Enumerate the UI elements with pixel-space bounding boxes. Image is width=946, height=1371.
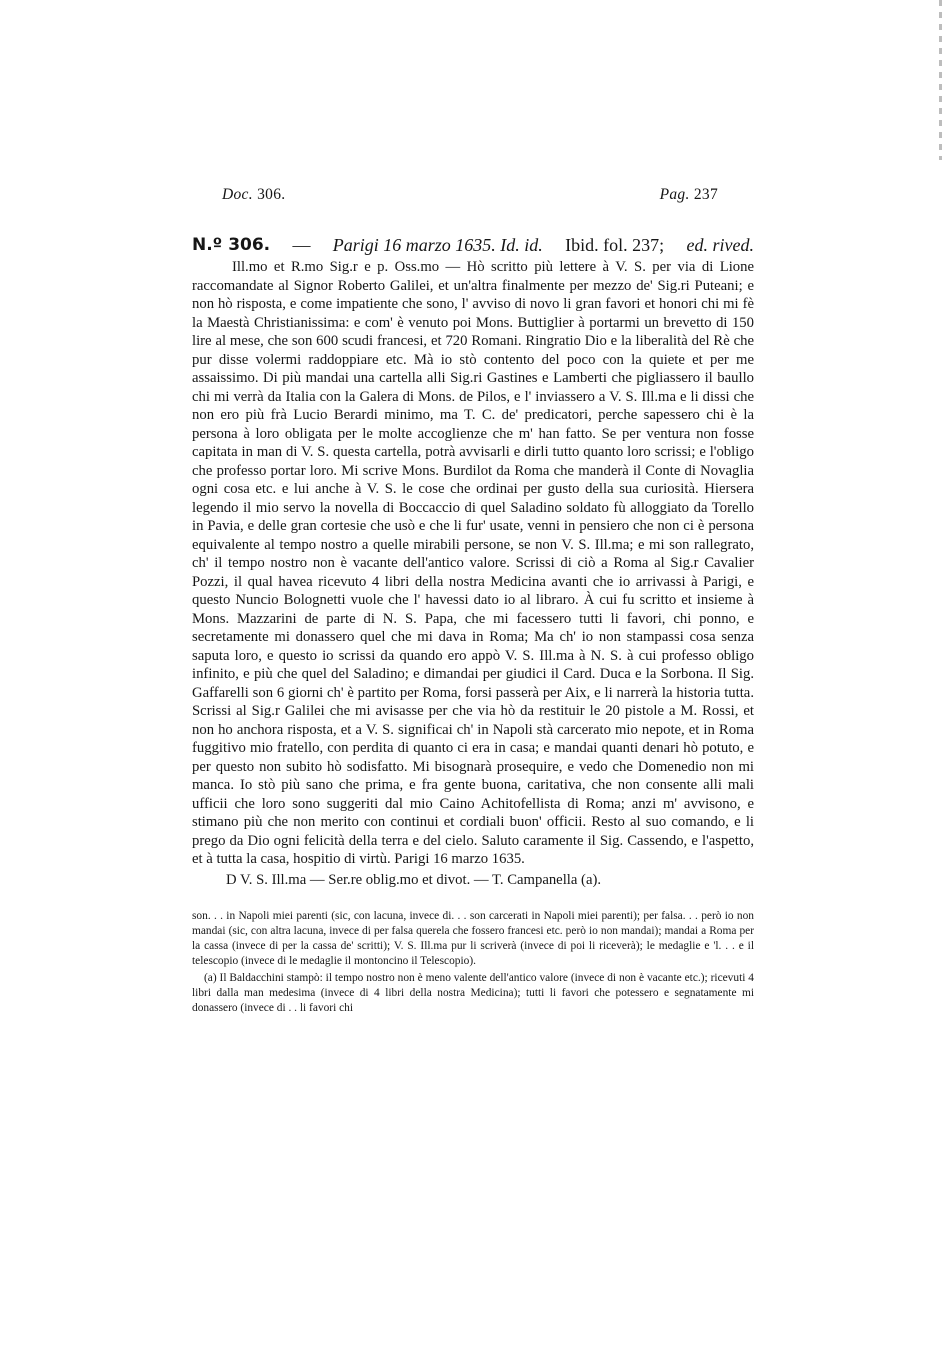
running-head-right xyxy=(660,186,718,204)
page-number: 237 xyxy=(693,186,718,203)
document-number: N.º 306. xyxy=(192,235,271,255)
footnote-a: (a) Il Baldacchini stampò: il tempo nostro non è meno valente dell'antico valore (invece di non è vacante etc.); ricevuti 4 libri dalla man medesima (invece di 4 libri della nostra Medicina); tutti li favori che potessero e segnatamente mi donassero (invece di . . li favori chi xyxy=(192,972,754,1014)
source-reference: Ibid. fol. 237; xyxy=(565,235,665,255)
place-date: Parigi 16 marzo 1635. Id. id. xyxy=(332,235,543,255)
edition-note: ed. rived. xyxy=(686,235,754,255)
signature-line: D V. S. Ill.ma — Ser.re oblig.mo et divot. — T. Campanella (a). xyxy=(226,871,602,888)
footnotes xyxy=(192,909,754,1016)
footnote-variants: son. . . in Napoli miei parenti (sic, con lacuna, invece di. . . son carcerati in Napoli miei parenti); per falsa. . . però io non mandai (sic, con altra lacuna, invece di per falsa querela che fossero francesi etc. però io non mandai); mandai a Roma per la cassa (invece di per la cassa de' scritti); V. S. Ill.ma pur li scriverà (invece di poi li riceverà); le medaglie e 'l. . . e il telescopio (invece di le medaglie il montoncino il Telescopio). xyxy=(192,910,754,967)
letter-body xyxy=(192,258,754,869)
document-heading xyxy=(192,234,754,256)
letter-text: Ill.mo et R.mo Sig.r e p. Oss.mo — Hò scritto più lettere à V. S. per via di Lione raccomandate al Signor Roberto Galilei, et un'altra finalmente per mezzo de' Sig.ri Puteani; e non hò risposta, e come impatiente che sono, l' avviso di novo li gran favori et honori chi mi fè la Maestà Christianissima: e com' è venuto poi Mons. Buttiglier à portarmi un brevetto di 150 lire al mese, che son 600 scudi francesi, et 720 Romani. Ringratio Dio e la liberalità del Rè che pur disse volermi raddoppiare etc. Mà io stò contento del poco con la quiete et per me assaissimo. Di più mandai una cartella alli Sig.ri Gastines e Lamberti che pigliassero il baullo chi mi verrà da Italia con la Galera di Mons. de Pilos, e l' inviassero a V. S. Ill.ma e li dissi che non ero più frà Lucio Berardi minimo, ma T. C. de' predicatori, perche sapessero chi è la persona à loro obligata per le molte accoglienze che m' han fatto. Se per ventura non fosse capitata in man di V. S. questa cartella, potrà avvisarli e dirli tutto quanto loro scrissi; e l'obligo che professo portar loro. Mi scrive Mons. Burdilot da Roma che manderà il Conte di Novaglia ogni cosa etc. e lui anche à V. S. le cose che ordinai per gusto della sua curiosità. Hiersera legendo il mio servo la novella di Boccaccio di quel Saladino soldato fù alloggiato da Torello in Pavia, e delle gran cortesie che usò e che li fur' usate, venni in pensiero che non ci è persona equivalente al tempo nostro a quelle mirabili persone, se non V. S. Ill.ma; e mi son rallegrato, ch' il tempo nostro non è vacante dell'antico valore. Scrissi di ciò a Roma al Sig.r Cavalier Pozzi, il qual havea ricevuto 4 libri della nostra Medicina avanti che io arrivassi à Parigi, e questo Nuncio Bolognetti vuole che l' havessi dato io al libraro. À cui fu scritto et insieme à Mons. Mazzarini de parte di N. S. Papa, che mi facessero tutti li favori, chi ponno, e secretamente mi donassero quel che mi dava in Roma; Ma ch' io non stampassi cosa senza saputa loro, e questo io scrissi da quando ero appò V. S. Ill.ma à N. S. à cui professo obligo infinito, e più che quel del Saladino; e dimandai per giudici il Card. Duca e la Sorbona. Il Sig. Gaffarelli son 6 giorni ch' è partito per Roma, forsi passerà per Aix, e li narrerà la historia tutta. Scrissi al Sig.r Galilei che mi avisasse per che via hò da restituir le 20 pistole a M. Rossi, et non ho anchora risposta, et a V. S. significai ch' in Napoli stà carcerato mio nepote, et in Roma fuggitivo mio fratello, con perdita di quanto ci era in casa; e mandai quanti denari hò potuto, e per questo non subito hò sodisfatto. Mi bisognarà prosequire, e vedo che Domenedio non mi manca. Io stò più sano che prima, e fra gente buona, caritativa, che non consente alli mali ufficii che loro sono suggeriti dal mio Caino Achitofellista di Roma; anzi m' avvisono, e stimano più che non merito con continui et cordiali buon' officii. Resto al suo comando, e li prego da Dio ogni felicità della terra e del cielo. Saluto caramente il Sig. Cassendo, e l'aspetto, et à tutta la casa, hospitio di virtù. Parigi 16 marzo 1635. xyxy=(192,259,754,867)
doc-number: 306. xyxy=(257,186,286,203)
running-head xyxy=(222,186,718,204)
page-content xyxy=(192,234,754,1016)
page-label: Pag. xyxy=(659,186,690,203)
heading-dash: — xyxy=(292,235,311,255)
doc-label: Doc. xyxy=(222,186,253,203)
running-head-left xyxy=(222,186,285,204)
scan-edge-mark xyxy=(939,0,942,160)
